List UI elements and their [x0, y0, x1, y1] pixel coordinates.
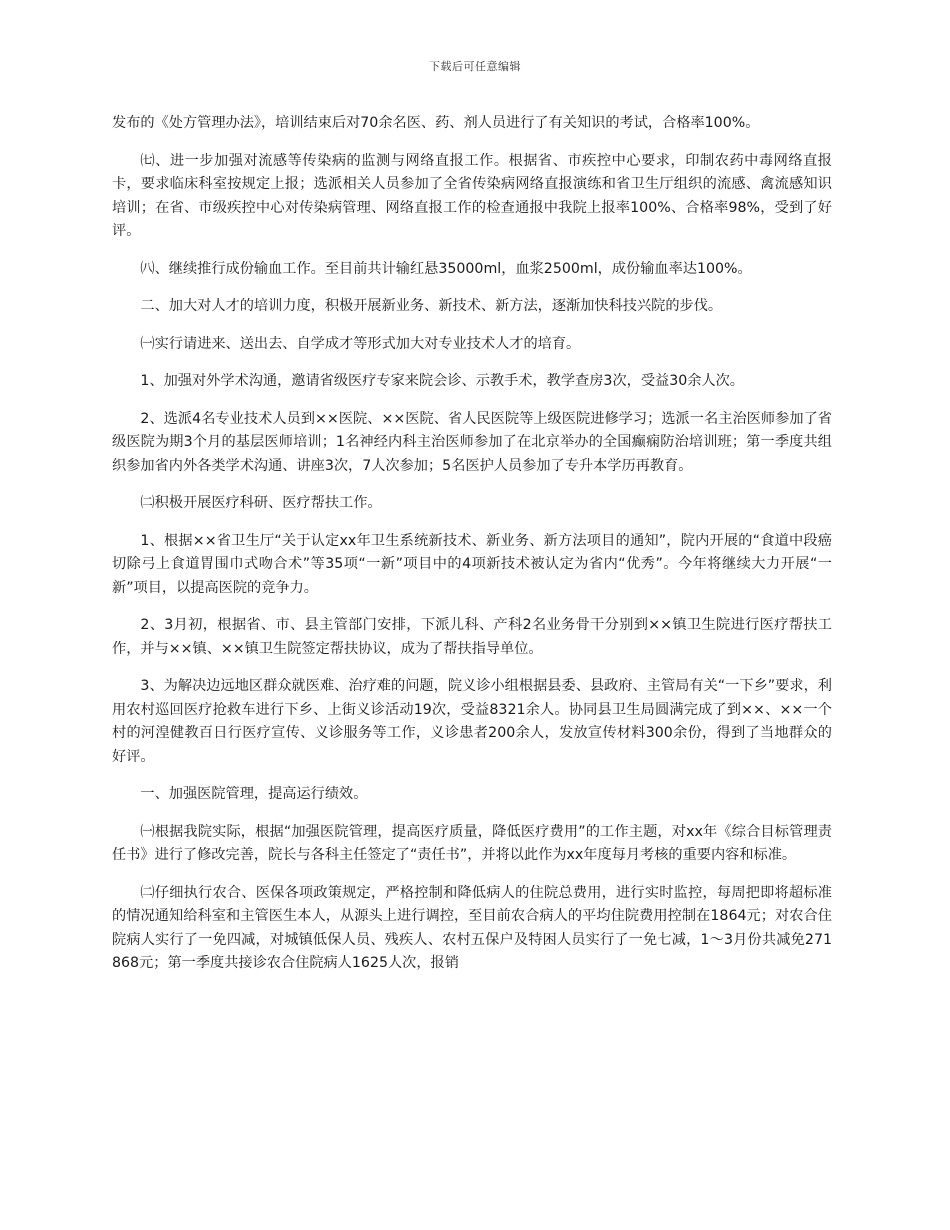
paragraph-8: ㈡积极开展医疗科研、医疗帮扶工作。 — [140, 495, 382, 511]
paragraph-1: 发布的《处方管理办法》，培训结束后对70余名医、药、剂人员进行了有关知识的考试，合格率100%。 — [112, 115, 760, 131]
paragraph-2: ㈦、进一步加强对流感等传染病的监测与网络直报工作。根据省、市疾控中心要求，印制农药中毒网络直报卡，要求临床科室按规定上报；选派相关人员参加了全省传染病网络直报演练和省卫生厅组织的流感、禽流感知识培训；在省、市级疾控中心对传染病管理、网络直报工作的检查通报中我院上报率100%、合格率98%，受到了好评。 — [112, 152, 832, 239]
paragraph-9: 1、根据××省卫生厅“关于认定xx年卫生系统新技术、新业务、新方法项目的通知”，院内开展的“食道中段癌切除弓上食道胃围巾式吻合术”等35项“一新”项目中的4项新技术被认定为省内“优秀”。今年将继续大力开展“一新”项目，以提高医院的竞争力。 — [112, 532, 832, 596]
paragraph-7: 2、选派4名专业技术人员到××医院、××医院、省人民医院等上级医院进修学习；选派一名主治医师参加了省级医院为期3个月的基层医师培训；1名神经内科主治医师参加了在北京举办的全国癫痫防治培训班；第一季度共组织参加省内外各类学术沟通、讲座3次，7人次参加；5名医护人员参加了专升本学历再教育。 — [112, 410, 832, 474]
paragraph-3: ㈧、继续推行成份输血工作。至目前共计输红悬35000ml，血浆2500ml，成份输血率达100%。 — [140, 260, 752, 277]
paragraph-11: 3、为解决边远地区群众就医难、治疗难的问题，院义诊小组根据县委、县政府、主管局有关“一下乡”要求，利用农村巡回医疗抢救车进行下乡、上街义诊活动19次，受益8321余人。协同县卫生局圆满完成了到××、××一个村的河湟健教百日行医疗宣传、义诊服务等工作，义诊患者200余人，发放宣传材料300余份，得到了当地群众的好评。 — [112, 678, 832, 765]
paragraph-5: ㈠实行请进来、送出去、自学成才等形式加大对专业技术人才的培育。 — [140, 335, 581, 352]
paragraph-14: ㈡仔细执行农合、医保各项政策规定，严格控制和降低病人的住院总费用，进行实时监控，每周把即将超标准的情况通知给科室和主管医生本人，从源头上进行调控，至目前农合病人的平均住院费用控制在1864元；对农合住院病人实行了一免四减，对城镇低保人员、残疾人、农村五保户及特困人员实行了一免七减，1～3月份共减免271868元；第一季度共接诊农合住院病人1625人次，报销 — [112, 884, 832, 971]
header-note: 下载后可任意编辑 — [429, 60, 521, 73]
paragraph-13: ㈠根据我院实际，根据“加强医院管理，提高医疗质量，降低医疗费用”的工作主题，对xx年《综合目标管理责任书》进行了修改完善，院长与各科主任签定了“责任书”，并将以此作为xx年度每月考核的重要内容和标准。 — [112, 823, 832, 863]
document-body — [112, 112, 832, 990]
paragraph-4: 二、加大对人才的培训力度，积极开展新业务、新技术、新方法，逐渐加快科技兴院的步伐。 — [140, 298, 723, 314]
paragraph-10: 2、3月初，根据省、市、县主管部门安排，下派儿科、产科2名业务骨干分别到××镇卫生院进行医疗帮扶工作，并与××镇、××镇卫生院签定帮扶协议，成为了帮扶指导单位。 — [112, 617, 832, 657]
paragraph-6: 1、加强对外学术沟通，邀请省级医疗专家来院会诊、示教手术，教学查房3次，受益30余人次。 — [140, 373, 744, 389]
paragraph-12: 一、加强医院管理，提高运行绩效。 — [140, 786, 368, 802]
